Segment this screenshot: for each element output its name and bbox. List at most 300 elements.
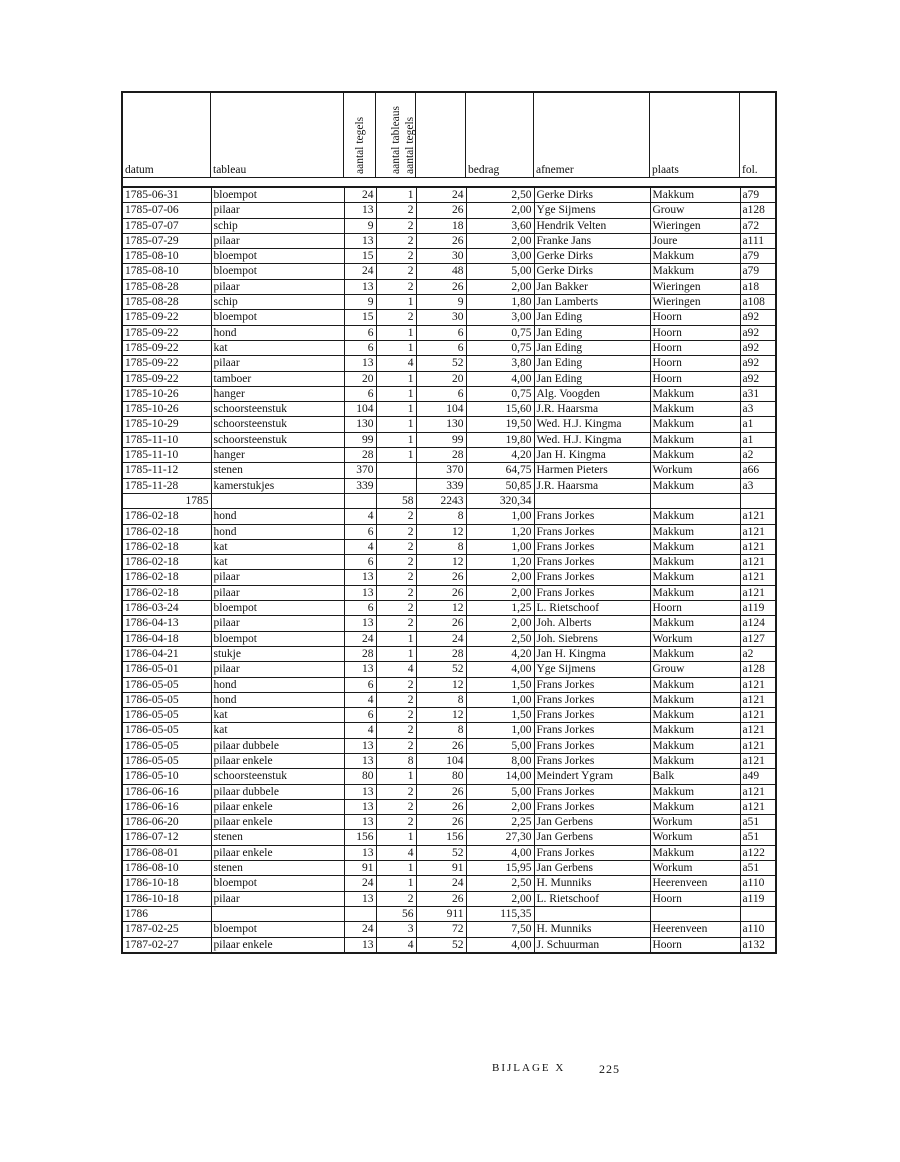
cell-afnemer xyxy=(534,493,650,508)
cell-afnemer: Frans Jorkes xyxy=(534,692,650,707)
table-row xyxy=(123,264,775,279)
cell-datum: 1786-02-18 xyxy=(123,555,211,570)
cell-bedrag: 3,80 xyxy=(466,356,534,371)
cell-bedrag: 2,50 xyxy=(466,876,534,891)
cell-plaats: Hoorn xyxy=(650,371,740,386)
cell-bedrag: 1,50 xyxy=(466,708,534,723)
table-row xyxy=(123,769,775,784)
cell-afnemer: Frans Jorkes xyxy=(534,524,650,539)
table-row xyxy=(123,295,775,310)
cell-fol: a121 xyxy=(740,509,775,524)
table-row xyxy=(123,631,775,646)
cell-fol: a121 xyxy=(740,738,775,753)
cell-plaats: Makkum xyxy=(650,386,740,401)
cell-plaats: Makkum xyxy=(650,570,740,585)
cell-aantal-tegels-totaal: 52 xyxy=(416,356,466,371)
cell-plaats: Workum xyxy=(650,861,740,876)
cell-afnemer: Gerke Dirks xyxy=(534,264,650,279)
cell-afnemer: J. Schuurman xyxy=(534,937,650,952)
cell-tableau: pilaar xyxy=(211,279,344,294)
cell-afnemer: Wed. H.J. Kingma xyxy=(534,432,650,447)
cell-datum: 1785-08-10 xyxy=(123,264,211,279)
cell-fol: a122 xyxy=(740,845,775,860)
cell-aantal-tegels-totaal: 20 xyxy=(416,371,466,386)
cell-bedrag: 5,00 xyxy=(466,738,534,753)
cell-aantal-tegels-totaal: 9 xyxy=(416,295,466,310)
cell-tableau: stenen xyxy=(211,861,344,876)
cell-fol xyxy=(740,906,775,921)
cell-aantal-tegels: 13 xyxy=(344,937,376,952)
cell-tableau: tamboer xyxy=(211,371,344,386)
cell-aantal-tegels-totaal: 6 xyxy=(416,386,466,401)
table-row xyxy=(123,585,775,600)
cell-plaats: Makkum xyxy=(650,432,740,447)
cell-aantal-tegels: 6 xyxy=(344,601,376,616)
cell-aantal-tableaus: 2 xyxy=(376,815,416,830)
cell-aantal-tableaus xyxy=(376,478,416,493)
cell-aantal-tegels-totaal: 8 xyxy=(416,509,466,524)
table-row xyxy=(123,753,775,768)
cell-afnemer: Alg. Voogden xyxy=(534,386,650,401)
cell-aantal-tableaus: 58 xyxy=(376,493,416,508)
cell-fol xyxy=(740,493,775,508)
cell-bedrag: 1,50 xyxy=(466,677,534,692)
cell-afnemer: J.R. Haarsma xyxy=(534,402,650,417)
cell-plaats: Makkum xyxy=(650,188,740,203)
cell-aantal-tegels: 13 xyxy=(344,356,376,371)
cell-aantal-tegels: 4 xyxy=(344,692,376,707)
cell-datum: 1786 xyxy=(123,906,211,921)
cell-fol: a2 xyxy=(740,448,775,463)
table-row xyxy=(123,906,775,921)
table-row xyxy=(123,815,775,830)
cell-bedrag: 4,00 xyxy=(466,662,534,677)
cell-datum: 1786-02-18 xyxy=(123,585,211,600)
cell-datum: 1786-05-05 xyxy=(123,753,211,768)
cell-datum: 1786-05-05 xyxy=(123,692,211,707)
cell-plaats: Makkum xyxy=(650,646,740,661)
table-row xyxy=(123,402,775,417)
cell-aantal-tegels-totaal: 26 xyxy=(416,203,466,218)
cell-aantal-tegels-totaal: 28 xyxy=(416,646,466,661)
cell-afnemer: Hendrik Velten xyxy=(534,218,650,233)
cell-tableau: schoorsteenstuk xyxy=(211,432,344,447)
cell-plaats: Wieringen xyxy=(650,279,740,294)
cell-datum: 1785-09-22 xyxy=(123,356,211,371)
cell-aantal-tegels-totaal: 339 xyxy=(416,478,466,493)
cell-fol: a72 xyxy=(740,218,775,233)
cell-aantal-tableaus xyxy=(376,463,416,478)
table-row xyxy=(123,830,775,845)
cell-bedrag: 14,00 xyxy=(466,769,534,784)
cell-aantal-tegels: 99 xyxy=(344,432,376,447)
cell-tableau xyxy=(211,493,344,508)
cell-bedrag: 2,00 xyxy=(466,570,534,585)
cell-fol: a51 xyxy=(740,861,775,876)
cell-plaats: Makkum xyxy=(650,845,740,860)
cell-datum: 1786-04-18 xyxy=(123,631,211,646)
cell-aantal-tegels: 6 xyxy=(344,677,376,692)
cell-aantal-tableaus: 2 xyxy=(376,799,416,814)
cell-fol: a66 xyxy=(740,463,775,478)
cell-aantal-tegels-totaal: 12 xyxy=(416,601,466,616)
cell-fol: a121 xyxy=(740,677,775,692)
cell-plaats: Makkum xyxy=(650,539,740,554)
table-row xyxy=(123,692,775,707)
cell-plaats: Wieringen xyxy=(650,295,740,310)
cell-aantal-tableaus: 2 xyxy=(376,723,416,738)
cell-aantal-tegels: 80 xyxy=(344,769,376,784)
table-row xyxy=(123,723,775,738)
cell-afnemer: Jan Bakker xyxy=(534,279,650,294)
cell-bedrag: 2,00 xyxy=(466,203,534,218)
cell-afnemer: Jan Gerbens xyxy=(534,815,650,830)
table-row xyxy=(123,417,775,432)
cell-tableau: pilaar enkele xyxy=(211,937,344,952)
cell-aantal-tegels-totaal: 12 xyxy=(416,677,466,692)
cell-fol: a119 xyxy=(740,601,775,616)
cell-aantal-tableaus: 3 xyxy=(376,922,416,937)
cell-plaats: Makkum xyxy=(650,692,740,707)
cell-afnemer: Frans Jorkes xyxy=(534,509,650,524)
cell-datum: 1786-08-01 xyxy=(123,845,211,860)
header-aantal-tableaus: aantal tableaus aantal tegels xyxy=(376,93,416,177)
table-row xyxy=(123,677,775,692)
cell-aantal-tegels: 4 xyxy=(344,509,376,524)
cell-fol: a92 xyxy=(740,371,775,386)
cell-bedrag: 115,35 xyxy=(466,906,534,921)
cell-tableau: schip xyxy=(211,295,344,310)
cell-bedrag: 19,50 xyxy=(466,417,534,432)
cell-bedrag: 2,00 xyxy=(466,585,534,600)
cell-fol: a111 xyxy=(740,233,775,248)
cell-aantal-tegels: 9 xyxy=(344,218,376,233)
table-row xyxy=(123,922,775,937)
cell-tableau: pilaar xyxy=(211,891,344,906)
header-plaats: plaats xyxy=(650,93,740,177)
cell-aantal-tegels: 6 xyxy=(344,555,376,570)
table-row xyxy=(123,356,775,371)
cell-aantal-tegels-totaal: 52 xyxy=(416,937,466,952)
cell-afnemer: H. Munniks xyxy=(534,876,650,891)
cell-aantal-tegels-totaal: 156 xyxy=(416,830,466,845)
cell-aantal-tableaus: 1 xyxy=(376,432,416,447)
cell-bedrag: 3,00 xyxy=(466,310,534,325)
cell-aantal-tegels: 24 xyxy=(344,264,376,279)
cell-tableau: bloempot xyxy=(211,876,344,891)
cell-fol: a121 xyxy=(740,585,775,600)
cell-datum: 1786-02-18 xyxy=(123,539,211,554)
cell-tableau: schip xyxy=(211,218,344,233)
cell-plaats: Makkum xyxy=(650,753,740,768)
cell-aantal-tegels-totaal: 104 xyxy=(416,402,466,417)
cell-aantal-tegels-totaal: 80 xyxy=(416,769,466,784)
cell-plaats: Workum xyxy=(650,830,740,845)
cell-fol: a128 xyxy=(740,662,775,677)
cell-afnemer: Frans Jorkes xyxy=(534,845,650,860)
cell-aantal-tegels: 6 xyxy=(344,325,376,340)
cell-aantal-tableaus: 2 xyxy=(376,708,416,723)
cell-datum: 1787-02-25 xyxy=(123,922,211,937)
cell-datum: 1786-02-18 xyxy=(123,524,211,539)
cell-bedrag: 15,60 xyxy=(466,402,534,417)
cell-afnemer: Jan Gerbens xyxy=(534,830,650,845)
cell-fol: a92 xyxy=(740,325,775,340)
cell-plaats: Makkum xyxy=(650,402,740,417)
cell-bedrag: 19,80 xyxy=(466,432,534,447)
cell-datum: 1786-04-21 xyxy=(123,646,211,661)
cell-aantal-tableaus: 2 xyxy=(376,585,416,600)
cell-aantal-tableaus: 1 xyxy=(376,876,416,891)
cell-plaats: Balk xyxy=(650,769,740,784)
cell-aantal-tableaus: 2 xyxy=(376,616,416,631)
cell-datum: 1786-06-20 xyxy=(123,815,211,830)
cell-aantal-tegels-totaal: 26 xyxy=(416,799,466,814)
cell-plaats: Joure xyxy=(650,233,740,248)
cell-afnemer: Frans Jorkes xyxy=(534,738,650,753)
table-row xyxy=(123,570,775,585)
cell-aantal-tegels: 28 xyxy=(344,646,376,661)
cell-tableau: stukje xyxy=(211,646,344,661)
cell-aantal-tegels: 370 xyxy=(344,463,376,478)
cell-tableau: pilaar xyxy=(211,616,344,631)
cell-fol: a121 xyxy=(740,555,775,570)
cell-afnemer: Frans Jorkes xyxy=(534,555,650,570)
cell-aantal-tegels: 104 xyxy=(344,402,376,417)
cell-datum: 1786-07-12 xyxy=(123,830,211,845)
table-row xyxy=(123,448,775,463)
cell-aantal-tegels: 13 xyxy=(344,616,376,631)
cell-plaats: Makkum xyxy=(650,264,740,279)
cell-plaats: Makkum xyxy=(650,708,740,723)
cell-aantal-tableaus: 2 xyxy=(376,784,416,799)
cell-bedrag: 1,20 xyxy=(466,555,534,570)
cell-datum: 1785-08-28 xyxy=(123,295,211,310)
cell-aantal-tableaus: 1 xyxy=(376,646,416,661)
cell-aantal-tableaus: 2 xyxy=(376,249,416,264)
cell-datum: 1785-11-12 xyxy=(123,463,211,478)
cell-tableau: schoorsteenstuk xyxy=(211,769,344,784)
cell-aantal-tegels-totaal: 24 xyxy=(416,631,466,646)
cell-tableau: hond xyxy=(211,524,344,539)
cell-plaats: Hoorn xyxy=(650,601,740,616)
cell-afnemer: L. Rietschoof xyxy=(534,601,650,616)
cell-tableau: bloempot xyxy=(211,310,344,325)
cell-aantal-tegels-totaal: 12 xyxy=(416,555,466,570)
cell-aantal-tegels-totaal: 104 xyxy=(416,753,466,768)
cell-datum: 1785-08-10 xyxy=(123,249,211,264)
cell-afnemer: Joh. Siebrens xyxy=(534,631,650,646)
cell-datum: 1785-11-10 xyxy=(123,432,211,447)
cell-aantal-tegels: 15 xyxy=(344,310,376,325)
cell-fol: a127 xyxy=(740,631,775,646)
cell-aantal-tableaus: 1 xyxy=(376,371,416,386)
cell-aantal-tegels xyxy=(344,906,376,921)
cell-plaats: Makkum xyxy=(650,555,740,570)
cell-aantal-tegels: 28 xyxy=(344,448,376,463)
cell-tableau: pilaar xyxy=(211,585,344,600)
cell-aantal-tableaus: 1 xyxy=(376,861,416,876)
cell-plaats: Makkum xyxy=(650,723,740,738)
cell-bedrag: 2,00 xyxy=(466,799,534,814)
cell-plaats: Makkum xyxy=(650,448,740,463)
cell-fol: a1 xyxy=(740,432,775,447)
cell-tableau: hanger xyxy=(211,386,344,401)
cell-datum: 1787-02-27 xyxy=(123,937,211,952)
header-fol: fol. xyxy=(742,164,758,176)
cell-afnemer: Yge Sijmens xyxy=(534,662,650,677)
cell-aantal-tegels: 91 xyxy=(344,861,376,876)
cell-bedrag: 320,34 xyxy=(466,493,534,508)
cell-afnemer: Frans Jorkes xyxy=(534,539,650,554)
cell-aantal-tableaus: 4 xyxy=(376,662,416,677)
cell-aantal-tableaus: 1 xyxy=(376,386,416,401)
cell-aantal-tegels: 13 xyxy=(344,203,376,218)
cell-datum: 1785-09-22 xyxy=(123,371,211,386)
cell-aantal-tegels: 130 xyxy=(344,417,376,432)
cell-afnemer: Joh. Alberts xyxy=(534,616,650,631)
cell-aantal-tegels-totaal: 91 xyxy=(416,861,466,876)
cell-aantal-tegels: 13 xyxy=(344,784,376,799)
cell-aantal-tableaus: 2 xyxy=(376,570,416,585)
cell-fol: a121 xyxy=(740,708,775,723)
cell-datum: 1786-10-18 xyxy=(123,891,211,906)
cell-bedrag: 2,50 xyxy=(466,631,534,646)
cell-aantal-tableaus: 2 xyxy=(376,310,416,325)
cell-aantal-tegels-totaal: 24 xyxy=(416,876,466,891)
cell-afnemer: Jan Eding xyxy=(534,325,650,340)
cell-datum: 1785-11-28 xyxy=(123,478,211,493)
header-tableau: tableau xyxy=(211,93,344,177)
cell-datum: 1785-06-31 xyxy=(123,188,211,203)
cell-aantal-tableaus: 2 xyxy=(376,539,416,554)
cell-aantal-tegels: 339 xyxy=(344,478,376,493)
cell-tableau: pilaar enkele xyxy=(211,815,344,830)
cell-aantal-tableaus: 56 xyxy=(376,906,416,921)
cell-tableau: hond xyxy=(211,692,344,707)
cell-aantal-tableaus: 1 xyxy=(376,769,416,784)
cell-aantal-tegels-totaal: 8 xyxy=(416,692,466,707)
cell-plaats: Grouw xyxy=(650,203,740,218)
cell-datum: 1786-02-18 xyxy=(123,509,211,524)
cell-aantal-tegels xyxy=(344,493,376,508)
cell-datum: 1785-07-06 xyxy=(123,203,211,218)
cell-aantal-tegels-totaal: 28 xyxy=(416,448,466,463)
cell-afnemer: Frans Jorkes xyxy=(534,723,650,738)
cell-fol: a18 xyxy=(740,279,775,294)
cell-fol: a79 xyxy=(740,188,775,203)
cell-aantal-tegels: 6 xyxy=(344,386,376,401)
cell-aantal-tegels: 13 xyxy=(344,815,376,830)
cell-fol: a51 xyxy=(740,815,775,830)
cell-fol: a92 xyxy=(740,340,775,355)
cell-aantal-tableaus: 1 xyxy=(376,325,416,340)
cell-tableau: pilaar enkele xyxy=(211,753,344,768)
cell-datum: 1786-05-05 xyxy=(123,723,211,738)
header-aantal-tegels: aantal tegels xyxy=(344,93,376,177)
cell-tableau: bloempot xyxy=(211,264,344,279)
cell-bedrag: 1,00 xyxy=(466,509,534,524)
cell-afnemer: Franke Jans xyxy=(534,233,650,248)
cell-aantal-tegels-totaal: 911 xyxy=(416,906,466,921)
cell-fol: a92 xyxy=(740,310,775,325)
cell-afnemer: Gerke Dirks xyxy=(534,249,650,264)
cell-fol: a3 xyxy=(740,478,775,493)
cell-aantal-tegels: 13 xyxy=(344,738,376,753)
table-row xyxy=(123,845,775,860)
cell-afnemer: H. Munniks xyxy=(534,922,650,937)
cell-datum: 1786-05-01 xyxy=(123,662,211,677)
cell-aantal-tableaus: 4 xyxy=(376,937,416,952)
cell-tableau: pilaar xyxy=(211,203,344,218)
cell-aantal-tableaus: 2 xyxy=(376,264,416,279)
cell-bedrag: 1,80 xyxy=(466,295,534,310)
cell-aantal-tableaus: 1 xyxy=(376,417,416,432)
cell-plaats: Makkum xyxy=(650,249,740,264)
cell-aantal-tegels-totaal: 52 xyxy=(416,662,466,677)
cell-plaats: Hoorn xyxy=(650,356,740,371)
cell-bedrag: 2,00 xyxy=(466,616,534,631)
cell-afnemer: Jan Eding xyxy=(534,310,650,325)
cell-aantal-tableaus: 1 xyxy=(376,340,416,355)
cell-bedrag: 0,75 xyxy=(466,340,534,355)
cell-aantal-tegels-totaal: 6 xyxy=(416,340,466,355)
cell-aantal-tegels: 15 xyxy=(344,249,376,264)
cell-aantal-tegels-totaal: 30 xyxy=(416,310,466,325)
table-row xyxy=(123,891,775,906)
cell-aantal-tableaus: 8 xyxy=(376,753,416,768)
cell-tableau: pilaar xyxy=(211,570,344,585)
cell-aantal-tegels: 13 xyxy=(344,753,376,768)
cell-aantal-tegels-totaal: 26 xyxy=(416,616,466,631)
cell-datum: 1785-09-22 xyxy=(123,310,211,325)
cell-afnemer: Gerke Dirks xyxy=(534,188,650,203)
cell-aantal-tegels-totaal: 26 xyxy=(416,233,466,248)
cell-fol: a132 xyxy=(740,937,775,952)
cell-tableau: stenen xyxy=(211,463,344,478)
cell-fol: a92 xyxy=(740,356,775,371)
cell-datum: 1785-10-29 xyxy=(123,417,211,432)
table-row xyxy=(123,601,775,616)
cell-aantal-tegels-totaal: 26 xyxy=(416,815,466,830)
cell-aantal-tegels: 6 xyxy=(344,340,376,355)
table-row xyxy=(123,524,775,539)
cell-plaats: Hoorn xyxy=(650,325,740,340)
table-row xyxy=(123,876,775,891)
cell-aantal-tegels-totaal: 26 xyxy=(416,784,466,799)
cell-afnemer: Jan Gerbens xyxy=(534,861,650,876)
cell-tableau: pilaar dubbele xyxy=(211,738,344,753)
cell-datum: 1786-06-16 xyxy=(123,784,211,799)
cell-bedrag: 2,25 xyxy=(466,815,534,830)
cell-datum: 1786-02-18 xyxy=(123,570,211,585)
cell-aantal-tegels-totaal: 26 xyxy=(416,738,466,753)
cell-aantal-tegels-totaal: 26 xyxy=(416,891,466,906)
cell-aantal-tableaus: 1 xyxy=(376,188,416,203)
page-number: 225 xyxy=(599,1062,620,1076)
cell-tableau: kat xyxy=(211,539,344,554)
cell-bedrag: 3,00 xyxy=(466,249,534,264)
table-row xyxy=(123,340,775,355)
cell-afnemer: Jan Lamberts xyxy=(534,295,650,310)
cell-bedrag: 7,50 xyxy=(466,922,534,937)
cell-tableau: kamerstukjes xyxy=(211,478,344,493)
cell-aantal-tableaus: 4 xyxy=(376,356,416,371)
cell-aantal-tegels-totaal: 370 xyxy=(416,463,466,478)
cell-afnemer: Jan H. Kingma xyxy=(534,448,650,463)
cell-afnemer: Frans Jorkes xyxy=(534,570,650,585)
cell-tableau: schoorsteenstuk xyxy=(211,417,344,432)
